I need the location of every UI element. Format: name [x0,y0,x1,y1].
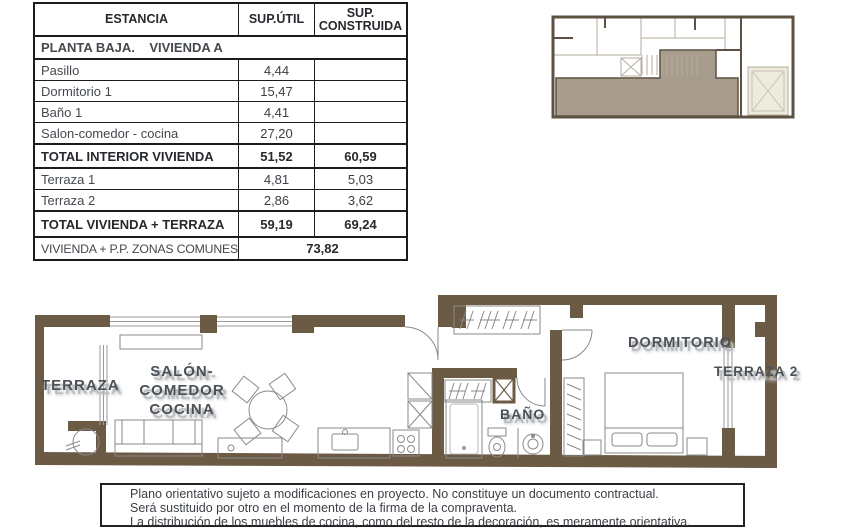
label-salon-line1: SALÓN-COMEDOR [139,363,225,399]
row-label: Terraza 1 [35,169,239,189]
row-label: TOTAL VIVIENDA + TERRAZA [35,212,239,236]
col-header-sup-util: SUP.ÚTIL [239,4,315,35]
table-row [35,190,406,212]
row-label: TOTAL INTERIOR VIVIENDA [35,145,239,167]
row-built: 5,03 [347,171,374,187]
row-built: 3,62 [347,192,374,208]
row-util: 27,20 [239,123,315,143]
key-plan [545,8,803,126]
shaft-box [494,378,514,402]
row-built [315,60,406,80]
label-salon-line2: COCINA [149,401,215,418]
row-label: Baño 1 [35,102,239,122]
row-built [315,81,406,101]
row-util: 2,86 [239,190,315,210]
table-row [35,123,406,145]
row-built: 69,24 [344,216,377,232]
row-built [315,123,406,143]
row-built [315,102,406,122]
footer-value: 73,82 [306,241,339,256]
disclaimer-line2: Será sustituido por otro en el momento de la firma de la compraventa. [130,501,518,516]
footer-label: VIVIENDA + P.P. ZONAS COMUNES [35,238,239,259]
row-util: 59,19 [239,212,315,236]
disclaimer-box [100,483,745,530]
row-built: 60,59 [344,148,377,164]
table-section-row [35,37,406,60]
row-util: 4,44 [239,60,315,80]
disclaimer-line3: La distribución de los muebles de cocina, como del resto de la decoración, es meramente orientativa. [130,515,691,530]
table-row-total-interior [35,145,406,169]
label-salon-comedor [112,362,252,419]
table-row [35,169,406,190]
label-terraza: TERRAZA [41,377,120,394]
row-util: 4,81 [239,169,315,189]
disclaimer-line1: Plano orientativo sujeto a modificaciones en proyecto. No constituye un documento contractual. [130,487,659,501]
table-header-row [35,4,406,37]
areas-table [33,2,408,261]
table-footer-row [35,238,406,259]
row-label: Dormitorio 1 [35,81,239,101]
row-label: Salon-comedor - cocina [35,123,239,143]
row-label: Pasillo [35,60,239,80]
key-plan-patio [748,67,788,115]
label-dormitorio: DORMITORIO [628,335,732,351]
bedroom-furniture [583,373,707,455]
table-row-total-vivienda [35,212,406,238]
col-header-estancia: ESTANCIA [35,4,239,35]
section-title: PLANTA BAJA. VIVIENDA A [41,40,223,55]
table-row [35,102,406,123]
row-label: Terraza 2 [35,190,239,210]
row-util: 51,52 [239,145,315,167]
table-row [35,60,406,81]
label-bano: BAÑO [500,406,546,422]
label-terraza2: TERRAZA 2 [714,364,799,379]
row-util: 15,47 [239,81,315,101]
table-row [35,81,406,102]
col-header-sup-construida: SUP. CONSTRUIDA [318,5,403,33]
row-util: 4,41 [239,102,315,122]
